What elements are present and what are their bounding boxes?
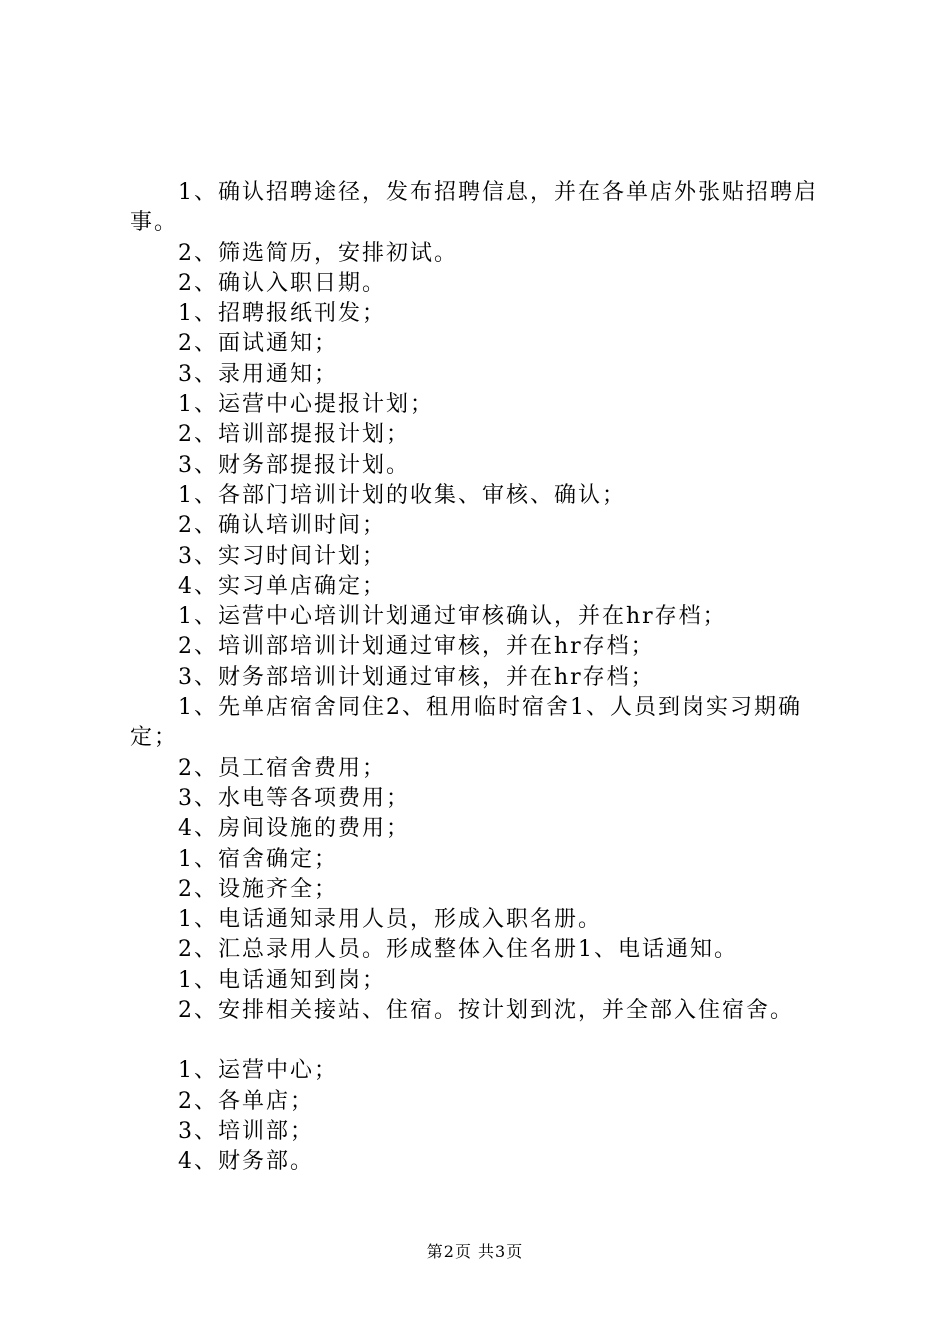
- paragraph: 1、运营中心；: [178, 1058, 338, 1084]
- paragraph: 2、筛选简历，安排初试。: [178, 240, 458, 266]
- paragraph-spacer: [130, 1026, 830, 1056]
- paragraph: 2、培训部提报计划；: [178, 422, 410, 448]
- paragraph: 3、实习时间计划；: [178, 543, 386, 569]
- paragraph: 1、电话通知到岗；: [178, 967, 386, 993]
- paragraph: 1、各部门培训计划的收集、审核、确认；: [178, 482, 626, 508]
- paragraph: 1、运营中心提报计划；: [178, 392, 434, 418]
- paragraph: 2、面试通知；: [178, 331, 338, 357]
- paragraph: 2、员工宿舍费用；: [178, 755, 386, 781]
- paragraph: 3、财务部提报计划。: [178, 452, 410, 478]
- paragraph: 1、先单店宿舍同住2、租用临时宿舍1、人员到岗实习期确定；: [130, 695, 802, 751]
- paragraph: 2、确认入职日期。: [178, 270, 386, 296]
- paragraph: 1、宿舍确定；: [178, 846, 338, 872]
- document-body: [130, 178, 830, 1178]
- paragraph: 1、确认招聘途径，发布招聘信息，并在各单店外张贴招聘启事。: [130, 180, 818, 236]
- paragraph: 2、汇总录用人员。形成整体入住名册1、电话通知。: [178, 937, 738, 963]
- paragraph: 2、各单店；: [178, 1088, 314, 1114]
- paragraph: 4、实习单店确定；: [178, 573, 386, 599]
- paragraph: 2、设施齐全；: [178, 876, 338, 902]
- paragraph: 3、财务部培训计划通过审核，并在hr存档；: [178, 664, 655, 690]
- paragraph: 3、培训部；: [178, 1118, 314, 1144]
- paragraph: 4、房间设施的费用；: [178, 816, 410, 842]
- paragraph: 3、录用通知；: [178, 361, 338, 387]
- page-number-footer: 第2页 共3页: [426, 1242, 524, 1261]
- paragraph: 2、安排相关接站、住宿。按计划到沈，并全部入住宿舍。: [178, 998, 794, 1024]
- paragraph: 3、水电等各项费用；: [178, 785, 410, 811]
- paragraph: 4、财务部。: [178, 1149, 314, 1175]
- paragraph: 1、招聘报纸刊发；: [178, 301, 386, 327]
- paragraph: 2、培训部培训计划通过审核，并在hr存档；: [178, 634, 655, 660]
- paragraph: 2、确认培训时间；: [178, 513, 386, 539]
- paragraph: 1、运营中心培训计划通过审核确认，并在hr存档；: [178, 604, 727, 630]
- paragraph: 1、电话通知录用人员，形成入职名册。: [178, 907, 602, 933]
